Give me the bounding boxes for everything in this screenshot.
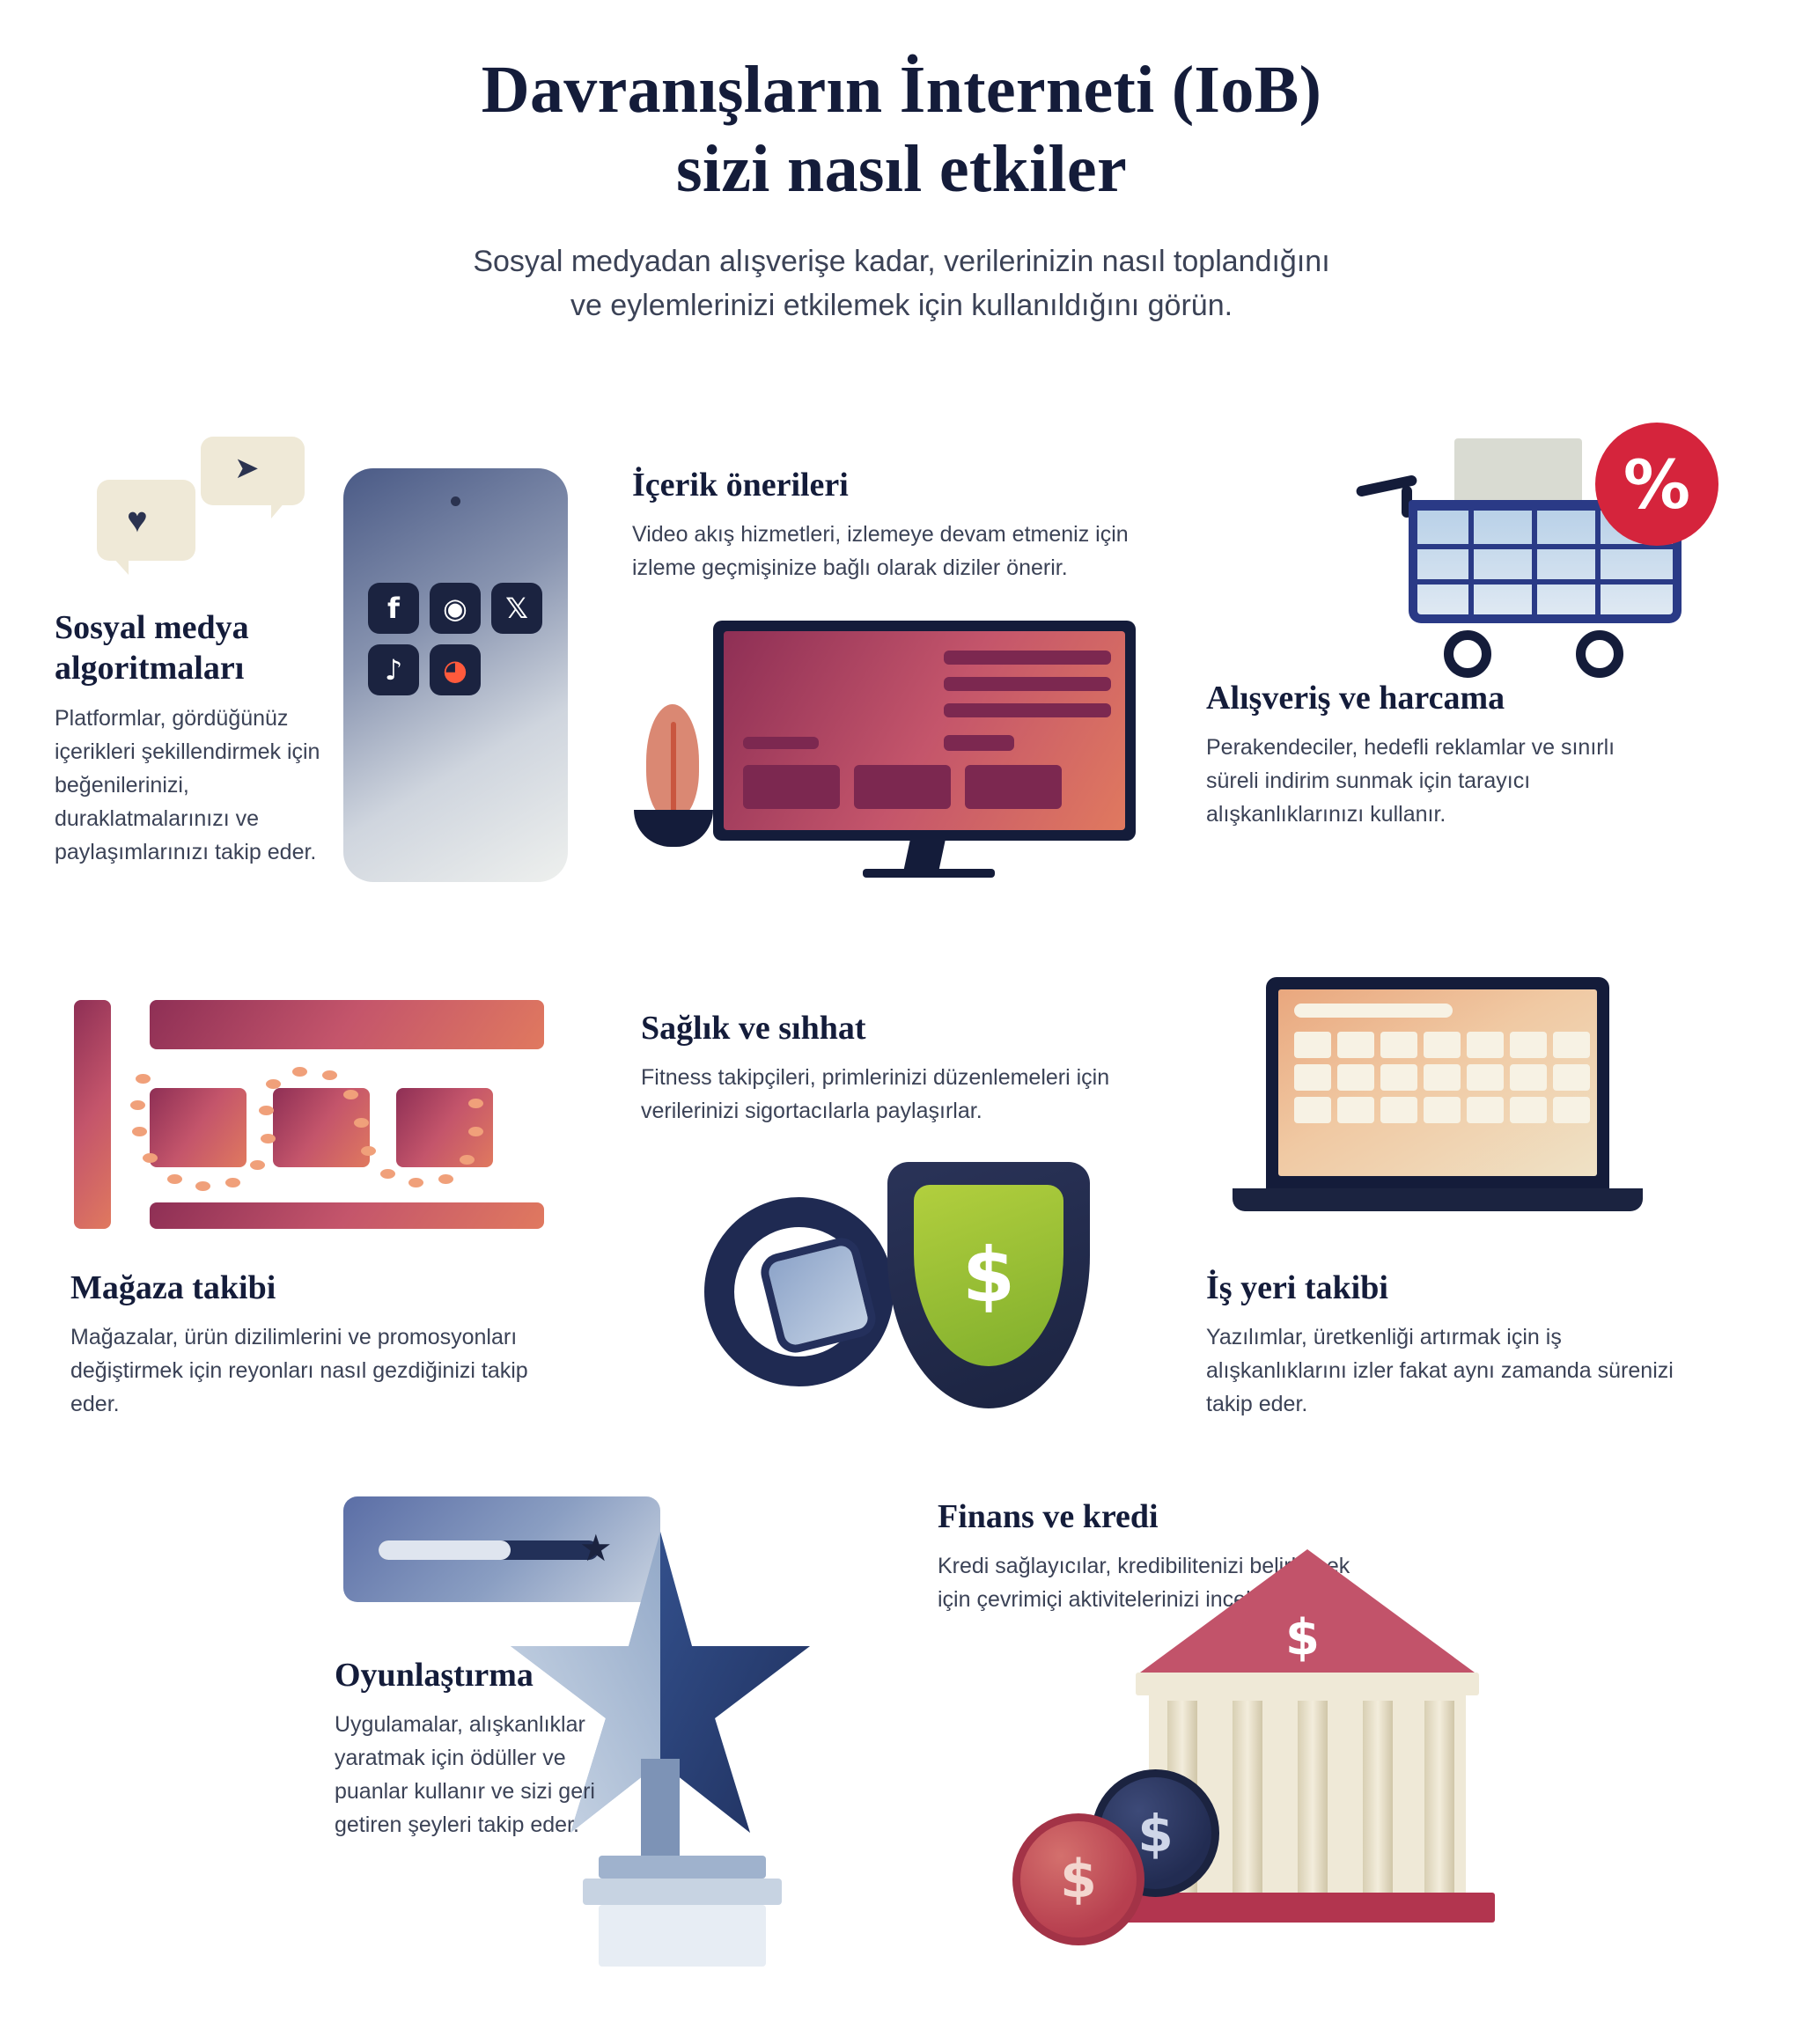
bank-base: [1120, 1893, 1495, 1923]
bank-coins-icon: [1004, 1549, 1620, 1989]
like-bubble: [97, 480, 195, 561]
phone-camera-dot: [451, 496, 460, 506]
calendar-header-bar: [1294, 1004, 1453, 1018]
coin-front: $: [1012, 1813, 1144, 1945]
plant-pot: [634, 810, 713, 847]
shield-dollar-label: $: [914, 1185, 1063, 1366]
bank-column-4: [1363, 1701, 1393, 1893]
section-store-tracking: [70, 1268, 528, 1421]
section-title: Sağlık ve sıhhat: [641, 1010, 866, 1047]
laptop-base: [1233, 1188, 1643, 1211]
page-title-line-2: sizi nasıl etkiler: [675, 131, 1128, 206]
tv-screen: [724, 631, 1125, 830]
section-title: Finans ve kredi: [938, 1498, 1159, 1535]
bank-column-2: [1233, 1701, 1262, 1893]
discount-badge: %: [1595, 423, 1718, 546]
share-icon: ➤: [234, 452, 260, 485]
section-title: Mağaza takibi: [70, 1269, 276, 1306]
section-gamification: [335, 1655, 599, 1842]
tiktok-icon: ♪: [368, 644, 419, 695]
bank-column-5: [1424, 1701, 1454, 1893]
tv-stand-foot: [863, 869, 995, 878]
laptop-screen: [1278, 989, 1597, 1176]
section-content-recommendations: [632, 465, 1196, 585]
star-icon: ★: [579, 1527, 613, 1569]
cart-wheel-left: [1444, 630, 1491, 678]
facebook-icon: f: [368, 583, 419, 634]
trophy-pedestal-mid: [583, 1879, 782, 1905]
section-health-and-wellness: [641, 1008, 1134, 1128]
section-title: Sosyal medya algoritmaları: [55, 609, 249, 687]
progress-fill: [379, 1540, 511, 1560]
section-body: Perakendeciler, hedefli reklamlar ve sınırlı süreli indirim sunmak için tarayıcı alışkanlıklarınızı kullanır.: [1206, 735, 1615, 827]
tv-stand-neck: [903, 841, 945, 871]
bank-entablature: [1136, 1673, 1479, 1695]
smartwatch-shield-icon: [695, 1153, 1189, 1444]
section-body: Fitness takipçileri, primlerinizi düzenlemeleri için verilerinizi sigortacılarla paylaşırlar.: [641, 1065, 1110, 1124]
coin-back: $: [1092, 1769, 1219, 1897]
infographic-header: [0, 51, 1803, 327]
page-title: [0, 51, 1803, 209]
section-title: Oyunlaştırma: [335, 1657, 534, 1694]
section-body: Video akış hizmetleri, izlemeye devam etmeniz için izleme geçmişinize bağlı olarak diziler önerir.: [632, 522, 1129, 581]
aisle-left: [74, 1000, 111, 1229]
page-subtitle-line-2: ve eylemlerinizi etkilemek için kullanıldığını görün.: [570, 288, 1233, 322]
store-aisle-footsteps-icon: [62, 986, 572, 1250]
page-subtitle-line-1: Sosyal medyadan alışverişe kadar, verilerinizin nasıl toplandığını: [473, 245, 1330, 279]
calendar-grid: [1294, 1032, 1590, 1123]
share-bubble: [201, 437, 305, 505]
heart-icon: ♥: [127, 501, 148, 540]
section-body: Platformlar, gördüğünüz içerikleri şekillendirmek için beğenilerinizi, duraklatmalarınızı ve paylaşımlarınızı takip eder.: [55, 705, 320, 864]
section-title: İş yeri takibi: [1206, 1269, 1388, 1306]
section-social-media-algorithms: [55, 607, 345, 869]
section-title: İçerik önerileri: [632, 467, 849, 504]
trophy-pedestal-base: [599, 1905, 766, 1967]
aisle-top: [150, 1000, 544, 1049]
section-body: Kredi sağlayıcılar, kredibilitenizi belirlemek için çevrimiçi aktivitelerinizi inceler.: [938, 1554, 1350, 1613]
section-body: Yazılımlar, üretkenliği artırmak için iş alışkanlıklarını izler fakat aynı zamanda sürenizi takip eder.: [1206, 1325, 1674, 1417]
app-icon-grid: [368, 583, 544, 695]
section-body: Mağazalar, ürün dizilimlerini ve promosyonları değiştirmek için reyonları nasıl gezdiğinizi takip eder.: [70, 1325, 528, 1417]
bank-column-3: [1298, 1701, 1328, 1893]
laptop-lid: [1266, 977, 1609, 1188]
x-twitter-icon: 𝕏: [491, 583, 542, 634]
page-title-line-1: Davranışların İnterneti (IoB): [481, 53, 1322, 127]
section-workplace-tracking: [1206, 1268, 1699, 1421]
reddit-icon: ◕: [430, 644, 481, 695]
trophy-pedestal-top: [599, 1856, 766, 1879]
laptop-calendar-icon: [1224, 977, 1682, 1259]
tv-frame: [713, 621, 1136, 841]
section-shopping-and-spending: [1206, 678, 1620, 831]
plant-stem: [671, 722, 676, 813]
television-icon: [616, 607, 1197, 898]
bank-dollar-label: $: [1285, 1609, 1320, 1666]
aisle-block-1: [150, 1088, 247, 1167]
cart-wheel-right: [1576, 630, 1623, 678]
section-body: Uygulamalar, alışkanlıklar yaratmak için ödüller ve puanlar kullanır ve sizi geri getiren şeyleri takip eder.: [335, 1712, 595, 1838]
section-title: Alışveriş ve harcama: [1206, 680, 1505, 717]
aisle-bottom: [150, 1202, 544, 1229]
page-subtitle: [320, 240, 1483, 327]
shield-shape: [887, 1162, 1090, 1408]
instagram-icon: ◉: [430, 583, 481, 634]
aisle-block-2: [273, 1088, 370, 1167]
